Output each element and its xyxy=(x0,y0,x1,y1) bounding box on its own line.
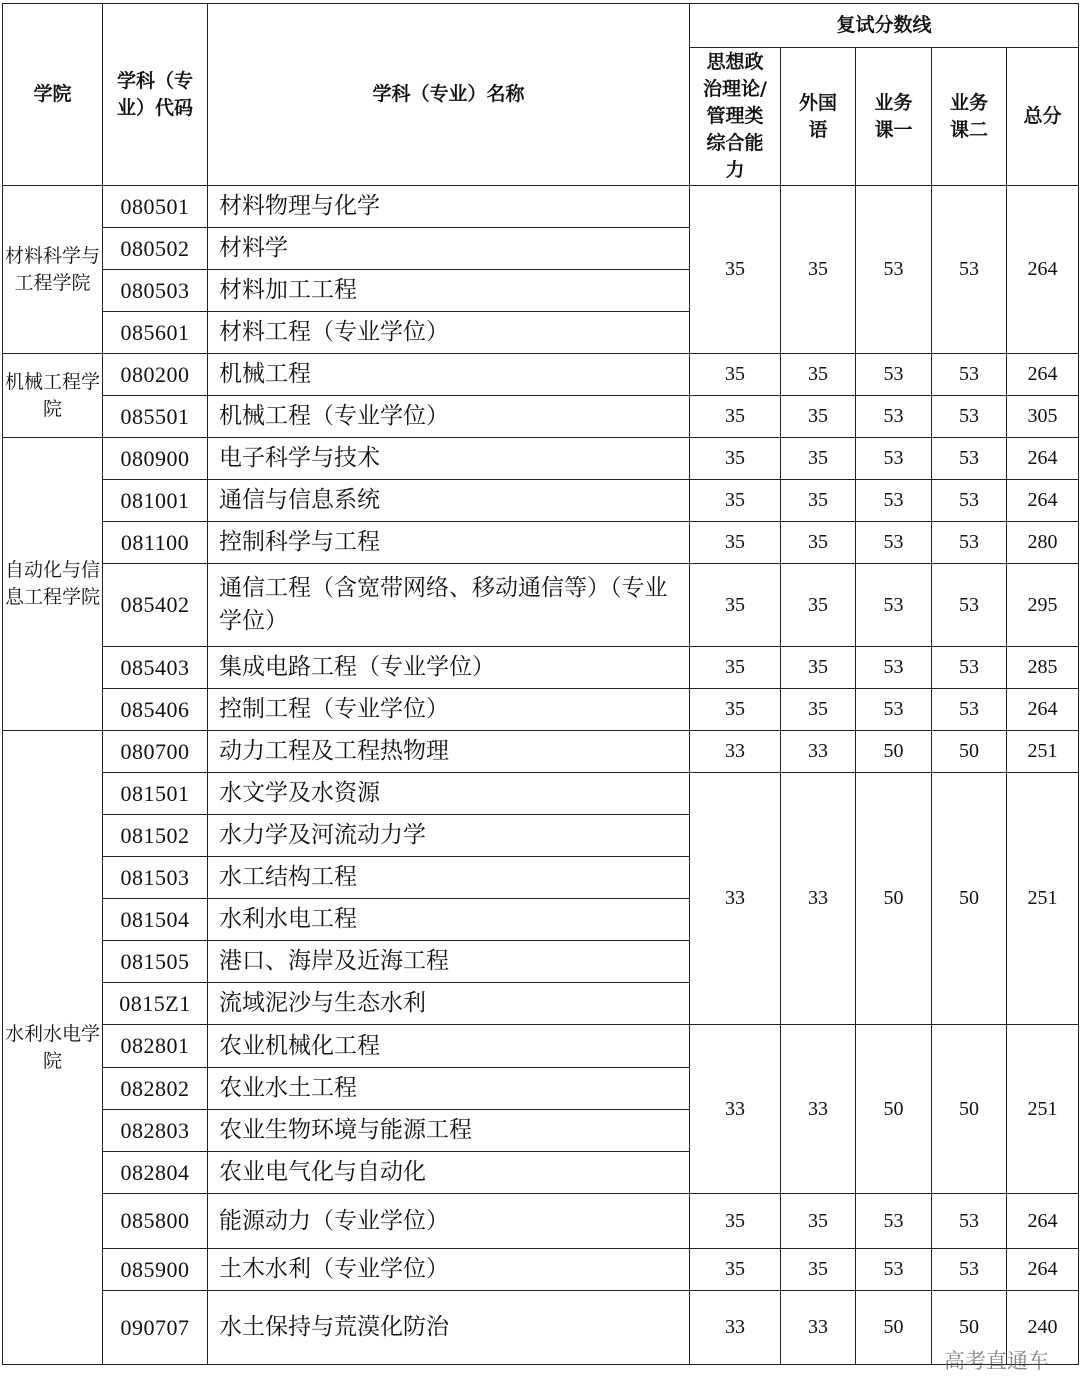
score-course-two: 50 xyxy=(932,1291,1007,1365)
major-name: 能源动力（专业学位） xyxy=(208,1194,690,1249)
major-name: 控制工程（专业学位） xyxy=(208,689,690,731)
score-foreign: 35 xyxy=(781,647,856,689)
score-politics: 35 xyxy=(690,689,781,731)
header-college: 学院 xyxy=(3,4,103,186)
major-code: 082801 xyxy=(103,1025,208,1068)
major-name: 流域泥沙与生态水利 xyxy=(208,983,690,1025)
score-politics: 35 xyxy=(690,647,781,689)
major-code: 081505 xyxy=(103,941,208,983)
major-name: 水土保持与荒漠化防治 xyxy=(208,1291,690,1365)
score-course-one: 50 xyxy=(856,1291,932,1365)
major-code: 085601 xyxy=(103,312,208,354)
major-name: 农业水土工程 xyxy=(208,1068,690,1110)
header-foreign-language: 外国语 xyxy=(781,48,856,186)
score-foreign: 35 xyxy=(781,438,856,480)
major-name: 农业电气化与自动化 xyxy=(208,1152,690,1194)
header-course-two: 业务课二 xyxy=(932,48,1007,186)
table-row xyxy=(3,186,1079,228)
major-code: 080900 xyxy=(103,438,208,480)
score-foreign: 35 xyxy=(781,354,856,396)
score-politics: 33 xyxy=(690,731,781,773)
score-course-two: 53 xyxy=(932,396,1007,438)
major-code: 082802 xyxy=(103,1068,208,1110)
score-total: 251 xyxy=(1007,1025,1079,1194)
major-name: 机械工程（专业学位） xyxy=(208,396,690,438)
major-name: 电子科学与技术 xyxy=(208,438,690,480)
major-name: 水力学及河流动力学 xyxy=(208,815,690,857)
score-politics: 35 xyxy=(690,354,781,396)
score-politics: 33 xyxy=(690,1291,781,1365)
score-course-one: 53 xyxy=(856,564,932,647)
table-row xyxy=(3,1249,1079,1291)
score-politics: 35 xyxy=(690,396,781,438)
major-code: 081504 xyxy=(103,899,208,941)
score-total: 264 xyxy=(1007,1194,1079,1249)
score-course-one: 53 xyxy=(856,522,932,564)
score-politics: 35 xyxy=(690,1194,781,1249)
college-cell: 机械工程学院 xyxy=(3,354,103,438)
table-row xyxy=(3,1291,1079,1365)
score-politics: 35 xyxy=(690,186,781,354)
major-code: 085800 xyxy=(103,1194,208,1249)
score-course-one: 50 xyxy=(856,773,932,1025)
score-total: 240 xyxy=(1007,1291,1079,1365)
major-code: 082803 xyxy=(103,1110,208,1152)
score-course-one: 53 xyxy=(856,438,932,480)
major-code: 081501 xyxy=(103,773,208,815)
major-code: 081100 xyxy=(103,522,208,564)
major-code: 0815Z1 xyxy=(103,983,208,1025)
major-code: 080502 xyxy=(103,228,208,270)
header-politics: 思想政治理论/管理类综合能力 xyxy=(690,48,781,186)
major-code: 085501 xyxy=(103,396,208,438)
header-course-one: 业务课一 xyxy=(856,48,932,186)
table-row xyxy=(3,480,1079,522)
score-course-two: 53 xyxy=(932,564,1007,647)
major-code: 080501 xyxy=(103,186,208,228)
table-row xyxy=(3,1194,1079,1249)
major-code: 080200 xyxy=(103,354,208,396)
score-course-one: 53 xyxy=(856,689,932,731)
college-cell: 材料科学与工程学院 xyxy=(3,186,103,354)
score-foreign: 33 xyxy=(781,1291,856,1365)
score-total: 264 xyxy=(1007,689,1079,731)
score-course-one: 53 xyxy=(856,186,932,354)
score-course-one: 53 xyxy=(856,396,932,438)
major-name: 农业生物环境与能源工程 xyxy=(208,1110,690,1152)
major-name: 水工结构工程 xyxy=(208,857,690,899)
major-code: 085402 xyxy=(103,564,208,647)
major-code: 081503 xyxy=(103,857,208,899)
major-name: 土木水利（专业学位） xyxy=(208,1249,690,1291)
major-code: 081502 xyxy=(103,815,208,857)
score-course-two: 53 xyxy=(932,438,1007,480)
score-foreign: 35 xyxy=(781,689,856,731)
major-name: 通信与信息系统 xyxy=(208,480,690,522)
major-name: 材料加工工程 xyxy=(208,270,690,312)
major-code: 080503 xyxy=(103,270,208,312)
score-course-two: 50 xyxy=(932,773,1007,1025)
score-foreign: 35 xyxy=(781,522,856,564)
major-name: 材料学 xyxy=(208,228,690,270)
table-row xyxy=(3,731,1079,773)
header-score-group: 复试分数线 xyxy=(690,4,1079,48)
major-code: 081001 xyxy=(103,480,208,522)
score-foreign: 33 xyxy=(781,1025,856,1194)
score-foreign: 35 xyxy=(781,564,856,647)
score-total: 264 xyxy=(1007,186,1079,354)
score-politics: 35 xyxy=(690,1249,781,1291)
major-name: 通信工程（含宽带网络、移动通信等）（专业学位） xyxy=(208,564,690,647)
score-total: 285 xyxy=(1007,647,1079,689)
score-course-two: 50 xyxy=(932,1025,1007,1194)
score-course-one: 50 xyxy=(856,1025,932,1194)
table-row xyxy=(3,1025,1079,1068)
score-politics: 35 xyxy=(690,564,781,647)
score-foreign: 35 xyxy=(781,1249,856,1291)
score-course-one: 53 xyxy=(856,354,932,396)
score-total: 295 xyxy=(1007,564,1079,647)
score-total: 264 xyxy=(1007,480,1079,522)
score-politics: 35 xyxy=(690,522,781,564)
college-cell: 水利水电学院 xyxy=(3,731,103,1365)
table-row xyxy=(3,773,1079,815)
major-code: 085406 xyxy=(103,689,208,731)
major-name: 港口、海岸及近海工程 xyxy=(208,941,690,983)
major-name: 动力工程及工程热物理 xyxy=(208,731,690,773)
header-total: 总分 xyxy=(1007,48,1079,186)
major-name: 集成电路工程（专业学位） xyxy=(208,647,690,689)
major-name: 机械工程 xyxy=(208,354,690,396)
score-course-two: 53 xyxy=(932,522,1007,564)
table-row xyxy=(3,564,1079,647)
table-row xyxy=(3,647,1079,689)
score-foreign: 33 xyxy=(781,731,856,773)
score-total: 251 xyxy=(1007,773,1079,1025)
score-foreign: 35 xyxy=(781,396,856,438)
major-code: 085403 xyxy=(103,647,208,689)
score-course-two: 53 xyxy=(932,354,1007,396)
score-total: 264 xyxy=(1007,354,1079,396)
score-politics: 35 xyxy=(690,480,781,522)
score-course-two: 50 xyxy=(932,731,1007,773)
score-total: 251 xyxy=(1007,731,1079,773)
major-name: 材料工程（专业学位） xyxy=(208,312,690,354)
score-foreign: 35 xyxy=(781,1194,856,1249)
score-course-one: 53 xyxy=(856,480,932,522)
major-name: 材料物理与化学 xyxy=(208,186,690,228)
score-course-one: 53 xyxy=(856,1194,932,1249)
table-row xyxy=(3,354,1079,396)
score-course-two: 53 xyxy=(932,480,1007,522)
score-course-one: 53 xyxy=(856,647,932,689)
score-course-two: 53 xyxy=(932,689,1007,731)
score-politics: 33 xyxy=(690,773,781,1025)
major-code: 090707 xyxy=(103,1291,208,1365)
score-course-one: 53 xyxy=(856,1249,932,1291)
score-course-two: 53 xyxy=(932,186,1007,354)
table-row xyxy=(3,689,1079,731)
retest-score-table xyxy=(2,3,1079,1365)
major-code: 082804 xyxy=(103,1152,208,1194)
table-row xyxy=(3,396,1079,438)
table-row xyxy=(3,438,1079,480)
score-total: 264 xyxy=(1007,1249,1079,1291)
score-course-two: 53 xyxy=(932,647,1007,689)
score-course-two: 53 xyxy=(932,1249,1007,1291)
major-code: 080700 xyxy=(103,731,208,773)
college-cell: 自动化与信息工程学院 xyxy=(3,438,103,731)
major-name: 农业机械化工程 xyxy=(208,1025,690,1068)
header-name: 学科（专业）名称 xyxy=(208,4,690,186)
header-code: 学科（专业）代码 xyxy=(103,4,208,186)
score-politics: 35 xyxy=(690,438,781,480)
watermark-text: 高考直通车 xyxy=(944,1349,1049,1373)
major-name: 水文学及水资源 xyxy=(208,773,690,815)
score-total: 264 xyxy=(1007,438,1079,480)
score-course-two: 53 xyxy=(932,1194,1007,1249)
table-row xyxy=(3,522,1079,564)
score-foreign: 33 xyxy=(781,773,856,1025)
score-total: 280 xyxy=(1007,522,1079,564)
score-foreign: 35 xyxy=(781,186,856,354)
major-name: 水利水电工程 xyxy=(208,899,690,941)
score-politics: 33 xyxy=(690,1025,781,1194)
score-course-one: 50 xyxy=(856,731,932,773)
major-code: 085900 xyxy=(103,1249,208,1291)
score-foreign: 35 xyxy=(781,480,856,522)
score-total: 305 xyxy=(1007,396,1079,438)
major-name: 控制科学与工程 xyxy=(208,522,690,564)
